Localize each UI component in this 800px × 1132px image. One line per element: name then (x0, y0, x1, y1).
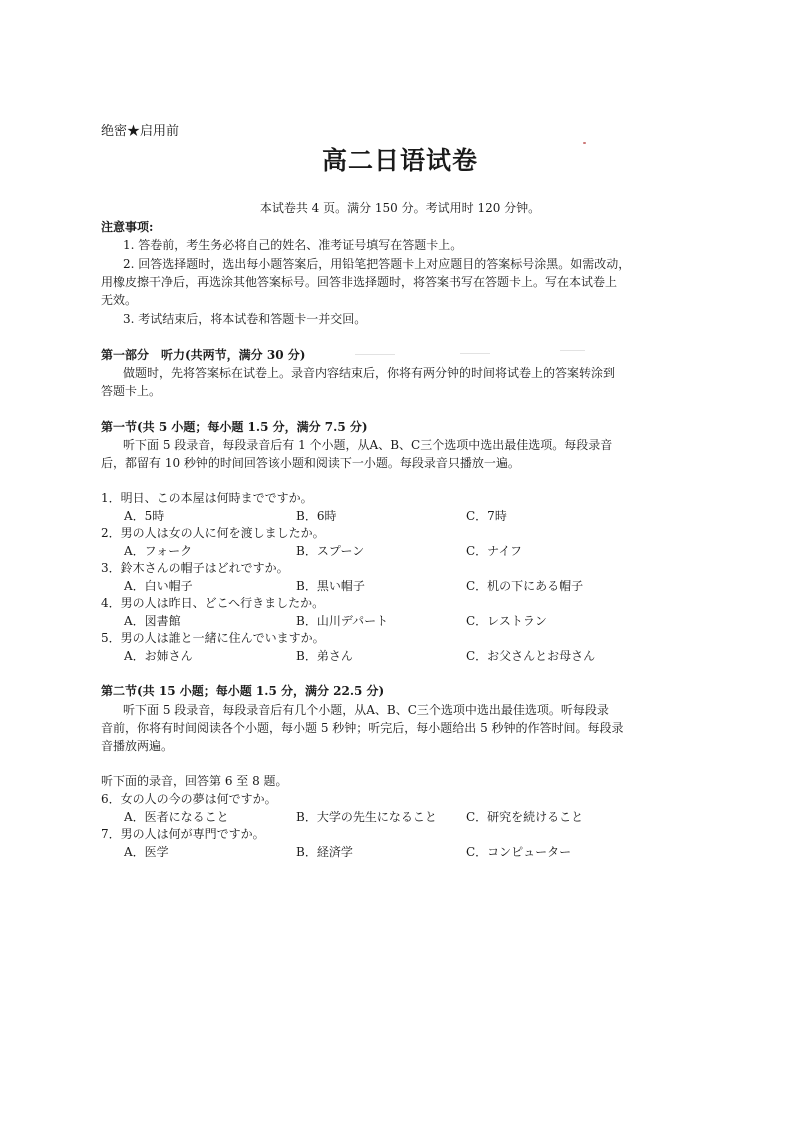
part1-heading: 第一部分 听力(共两节，满分 30 分) (101, 348, 306, 362)
notes-item-3: 3. 考试结束后，将本试卷和答题卡一并交回。 (123, 312, 367, 326)
section1-desc-line-2: 后，都留有 10 秒钟的时间回答该小题和阅读下一小题。每段录音只播放一遍。 (101, 456, 520, 470)
question-1: 1．明日、この本屋は何時までですか。 (101, 491, 313, 505)
notes-item-2-line-1: 2. 回答选择题时，选出每小题答案后，用铅笔把答题卡上对应题目的答案标号涂黑。如需改动， (123, 257, 631, 271)
section2-desc-line-2: 音前，你将有时间阅读各个小题，每小题 5 秒钟；听完后，每小题给出 5 秒钟的作答时间。每段录 (101, 721, 624, 735)
question-7-option-c: C．コンピューター (466, 845, 572, 859)
part1-desc-line-2: 答题卡上。 (101, 384, 162, 398)
notes-heading: 注意事项: (101, 220, 154, 234)
question-1-option-b: B．6時 (296, 509, 337, 523)
question-6-option-c: C．研究を続けること (466, 810, 584, 824)
part1-desc-line-1: 做题时，先将答案标在试卷上。录音内容结束后，你将有两分钟的时间将试卷上的答案转涂到 (123, 366, 616, 380)
classified-label: 绝密★启用前 (101, 124, 180, 139)
scan-smudge (560, 350, 585, 351)
question-6: 6．女の人の今の夢は何ですか。 (101, 792, 277, 806)
question-1-option-c: C．7時 (466, 509, 507, 523)
question-5-option-a: A．お姉さん (124, 649, 193, 663)
question-4: 4．男の人は昨日、どこへ行きましたか。 (101, 596, 325, 610)
section2-heading: 第二节(共 15 小题；每小题 1.5 分，满分 22.5 分) (101, 684, 385, 698)
question-3: 3．鈴木さんの帽子はどれですか。 (101, 561, 289, 575)
question-2-option-b: B．スプーン (296, 544, 365, 558)
notes-item-2-line-3: 无效。 (101, 293, 138, 307)
section2-desc-line-1: 听下面 5 段录音，每段录音后有几个小题，从A、B、C三个选项中选出最佳选项。听每段录 (123, 703, 609, 717)
question-2-option-c: C．ナイフ (466, 544, 522, 558)
question-1-option-a: A．5時 (124, 509, 165, 523)
scan-smudge (460, 353, 490, 354)
question-4-option-b: B．山川デパート (296, 614, 389, 628)
section2-desc-line-3: 音播放两遍。 (101, 739, 174, 753)
question-6-option-a: A．医者になること (124, 810, 229, 824)
notes-item-2-line-2: 用橡皮擦干净后，再选涂其他答案标号。回答非选择题时，将答案书写在答题卡上。写在本试卷上 (101, 275, 618, 289)
section1-heading: 第一节(共 5 小题；每小题 1.5 分，满分 7.5 分) (101, 420, 368, 434)
question-6-option-b: B．大学の先生になること (296, 810, 437, 824)
question-3-option-a: A．白い帽子 (124, 579, 193, 593)
group-intro: 听下面的录音，回答第 6 至 8 题。 (101, 774, 288, 788)
question-4-option-c: C．レストラン (466, 614, 547, 628)
question-2-option-a: A．フォーク (124, 544, 193, 558)
exam-info: 本试卷共 4 页。满分 150 分。考试用时 120 分钟。 (259, 201, 541, 215)
question-5-option-c: C．お父さんとお母さん (466, 649, 596, 663)
section1-desc-line-1: 听下面 5 段录音，每段录音后有 1 个小题，从A、B、C三个选项中选出最佳选项。每段录音 (123, 438, 613, 452)
question-2: 2．男の人は女の人に何を渡しましたか。 (101, 526, 325, 540)
question-3-option-c: C．机の下にある帽子 (466, 579, 584, 593)
scan-smudge (355, 354, 395, 355)
page-title: 高二日语试卷 (321, 146, 478, 175)
question-7: 7．男の人は何が専門ですか。 (101, 827, 265, 841)
question-5: 5．男の人は誰と一緒に住んでいますか。 (101, 631, 325, 645)
question-7-option-a: A．医学 (124, 845, 169, 859)
notes-item-1: 1. 答卷前，考生务必将自己的姓名、准考证号填写在答题卡上。 (123, 238, 463, 252)
question-4-option-a: A．図書館 (124, 614, 181, 628)
question-7-option-b: B．経済学 (296, 845, 353, 859)
question-3-option-b: B．黒い帽子 (296, 579, 365, 593)
question-5-option-b: B．弟さん (296, 649, 353, 663)
